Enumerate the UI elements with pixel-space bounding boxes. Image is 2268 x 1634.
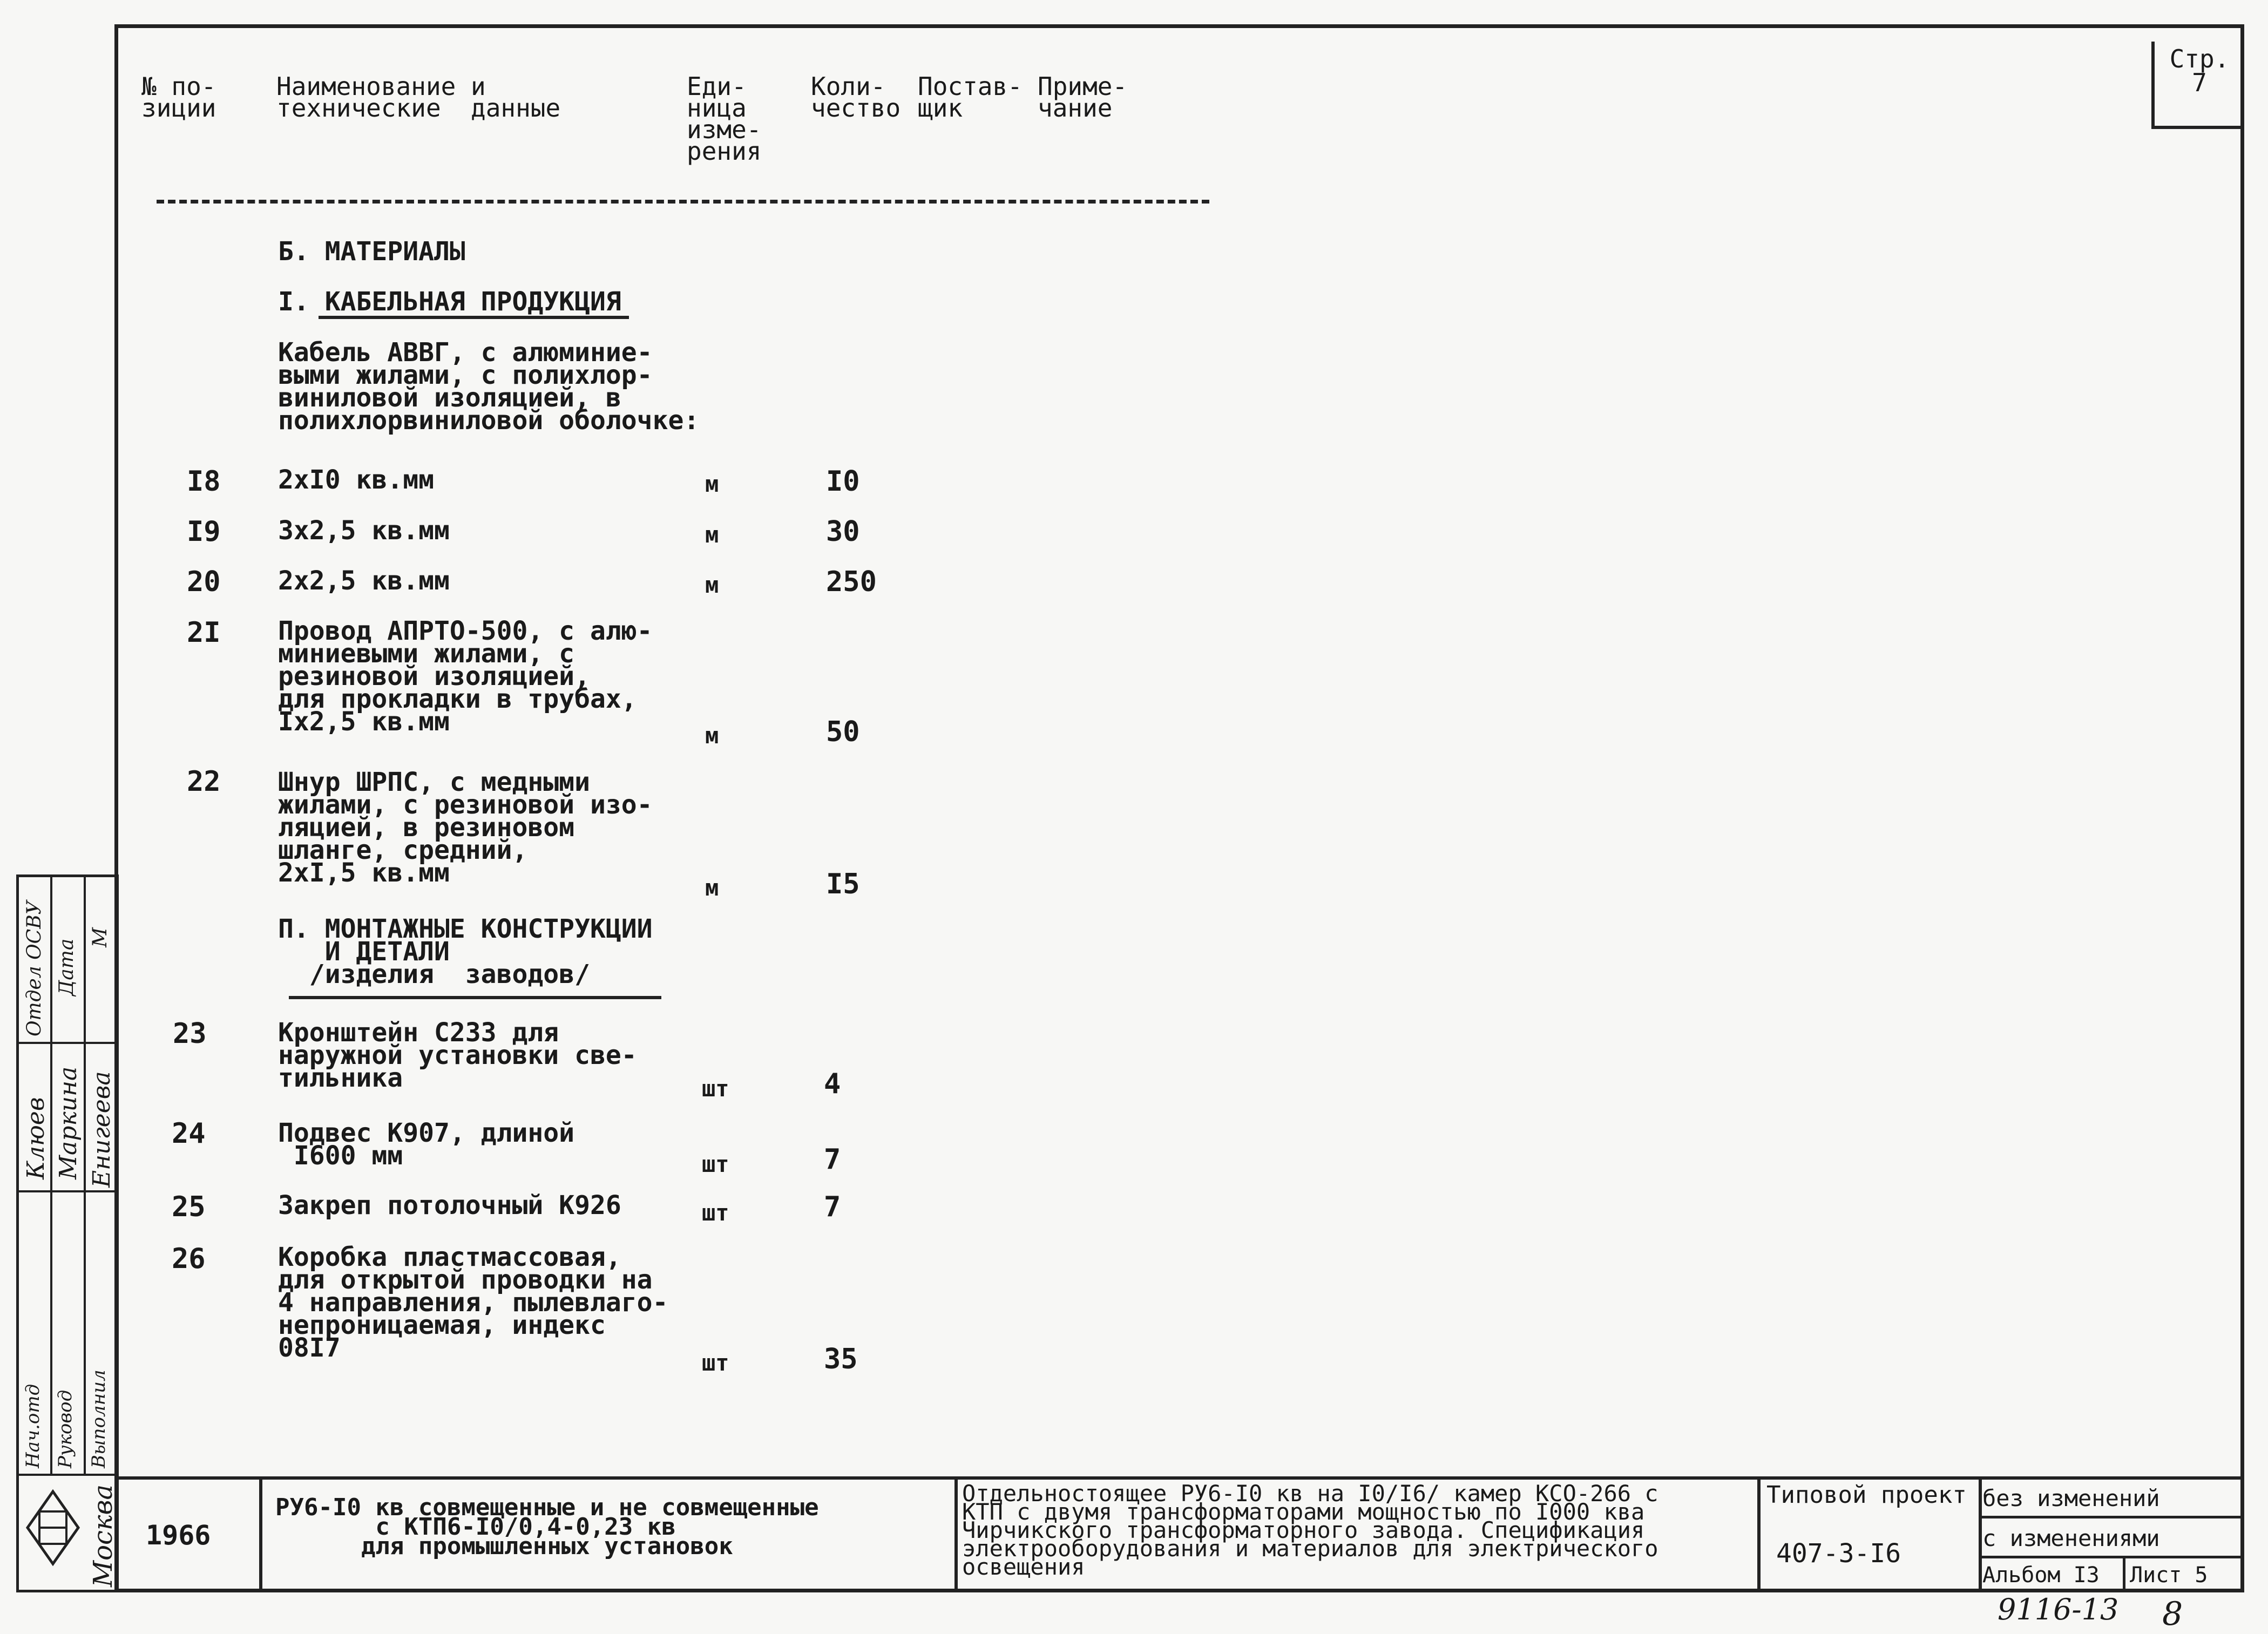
row-qty: 30 <box>826 516 860 548</box>
row-name: Коробка пластмассовая, для открытой проводки на 4 направления, пылевлаго- непроницаемая, индекс 08I7 <box>278 1242 668 1363</box>
row-name: 2хI0 кв.мм <box>278 465 434 495</box>
col-header-note: Приме- чание <box>1038 72 1128 123</box>
row-unit: шт <box>702 1075 729 1102</box>
row-qty: I5 <box>826 868 860 900</box>
row-unit: м <box>705 521 719 548</box>
header-divider <box>157 200 1209 204</box>
handwritten-code: 9116-13 <box>1998 1592 2119 1626</box>
section-cable-heading: I. КАБЕЛЬНАЯ ПРОДУКЦИЯ <box>278 287 621 317</box>
stamp-divider <box>19 1042 119 1044</box>
cable-intro-text: Кабель АВВГ, с алюминие- выми жилами, с полихлор- виниловой изоляцией, в полихлорвиниловой оболочке: <box>278 337 700 436</box>
row-pos: 2I <box>187 616 221 649</box>
stamp-label-m: М <box>89 927 111 947</box>
row-pos: 25 <box>172 1191 206 1223</box>
row-pos: 26 <box>172 1243 206 1275</box>
stamp-signature-2: Маркина <box>55 1066 82 1179</box>
section-materials-heading: Б. МАТЕРИАЛЫ <box>278 236 465 267</box>
title-block-project-label: Типовой проект <box>1766 1481 1967 1509</box>
section-cable-underline <box>319 316 629 319</box>
row-name: Подвес К907, длиной I600 мм <box>278 1118 575 1171</box>
row-qty: 35 <box>824 1343 858 1375</box>
section-mounting-heading: П. МОНТАЖНЫЕ КОНСТРУКЦИИ И ДЕТАЛИ /изделия заводов/ <box>278 914 653 989</box>
page-number: 7 <box>2192 68 2207 97</box>
row-unit: шт <box>702 1199 729 1226</box>
institute-logo-icon <box>23 1487 83 1568</box>
stamp-role-1: Нач.отд <box>22 1384 44 1468</box>
row-unit: м <box>705 874 719 901</box>
title-block-status-changed: с изменениями <box>1982 1525 2160 1551</box>
col-header-name: Наименование и технические данные <box>276 72 561 123</box>
stamp-city: Москва <box>88 1484 118 1587</box>
title-block-divider <box>2123 1556 2125 1592</box>
col-header-pos: № по- зиции <box>141 72 216 123</box>
stamp-divider <box>50 877 52 1474</box>
row-qty: 7 <box>824 1191 841 1223</box>
stamp-label-dept: Отдел ОСВУ <box>23 900 45 1036</box>
title-block-divider <box>259 1476 262 1592</box>
row-unit: шт <box>702 1151 729 1177</box>
section-mounting-underline <box>289 996 661 999</box>
title-block-project-number: 407-3-I6 <box>1776 1538 1901 1569</box>
title-block-status-unchanged: без изменений <box>1982 1485 2160 1511</box>
row-unit: м <box>705 722 719 749</box>
row-qty: 7 <box>824 1143 841 1176</box>
row-pos: 24 <box>172 1117 206 1150</box>
row-qty: 50 <box>826 716 860 748</box>
title-block-album: Альбом I3 <box>1982 1563 2100 1588</box>
row-name: Шнур ШРПС, с медными жилами, с резиновой изо- ляцией, в резиновом шланге, средний, 2хI,5 кв.мм <box>278 767 653 888</box>
title-block-sheet: Лист 5 <box>2130 1563 2208 1588</box>
title-block-description: Отдельностоящее РУ6-I0 кв на I0/I6/ камер КСО-266 с КТП с двумя трансформаторами мощностью по I000 ква Чирчикского трансформаторного завода. Спецификация электрооборудования и материалов для электрического освещения <box>962 1480 1658 1580</box>
row-name: 3х2,5 кв.мм <box>278 516 450 546</box>
row-unit: м <box>705 572 719 598</box>
row-pos: I8 <box>187 465 221 498</box>
stamp-label-date: Дата <box>56 938 78 996</box>
title-block-divider <box>954 1476 958 1592</box>
col-header-qty: Коли- чество <box>811 72 901 123</box>
page-number-box <box>2151 42 2244 129</box>
row-name: Закреп потолочный К926 <box>278 1190 621 1221</box>
title-block-year: 1966 <box>146 1520 211 1551</box>
title-block-divider <box>1979 1556 2244 1558</box>
stamp-role-3: Выполнил <box>88 1369 110 1468</box>
row-qty: 4 <box>824 1068 841 1100</box>
row-name: 2х2,5 кв.мм <box>278 566 450 596</box>
col-header-unit: Еди- ница изме- рения <box>687 72 762 166</box>
row-qty: 250 <box>826 566 877 598</box>
stamp-signature-3: Енигеева <box>88 1071 116 1188</box>
row-name: Провод АПРТО-500, с алю- миниевыми жилами, с резиновой изоляцией, для прокладки в трубах, Iх2,5 кв.мм <box>278 616 653 737</box>
row-name: Кронштейн С233 для наружной установки све- тильника <box>278 1018 637 1093</box>
stamp-divider <box>19 1474 119 1476</box>
title-block-divider <box>1979 1476 1982 1592</box>
row-pos: 23 <box>173 1018 207 1050</box>
stamp-signature-1: Клюев <box>22 1097 50 1179</box>
stamp-divider <box>84 877 86 1474</box>
title-block-divider <box>1979 1516 2244 1518</box>
row-pos: 22 <box>187 765 221 798</box>
col-header-supplier: Постав- щик <box>918 72 1023 123</box>
row-pos: I9 <box>187 516 221 548</box>
approval-stamp <box>16 874 119 1592</box>
title-block-divider <box>1757 1476 1761 1592</box>
title-block-title: РУ6-I0 кв совмещенные и не совмещенные с КТП6-I0/0,4-0,23 кв для промышленных установок <box>275 1494 819 1560</box>
stamp-divider <box>19 1190 119 1192</box>
row-unit: м <box>705 471 719 497</box>
handwritten-page-number: 8 <box>2162 1595 2183 1633</box>
stamp-role-2: Руковод <box>55 1389 76 1468</box>
page-label: Стр. <box>2169 44 2230 73</box>
row-unit: шт <box>702 1350 729 1376</box>
row-pos: 20 <box>187 566 221 598</box>
row-qty: I0 <box>826 465 860 498</box>
